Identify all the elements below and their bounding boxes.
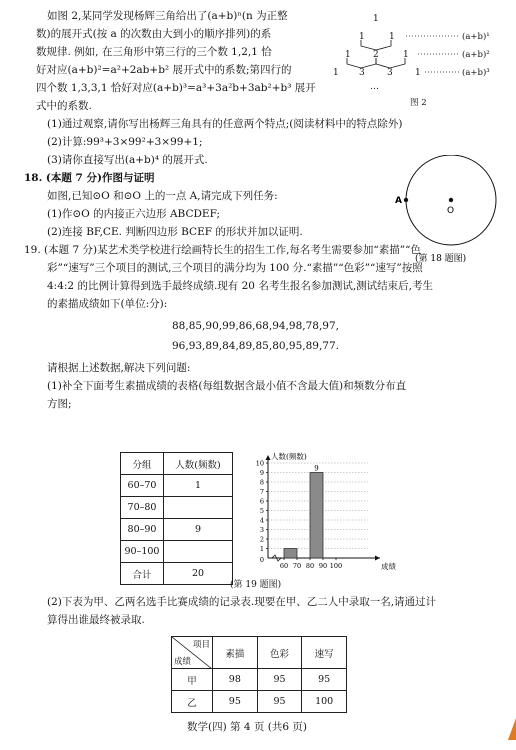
page-corner-mark [508,718,516,740]
q19-line-2: 彩”“速写”三个项目的测试,三个项目的满分均为 100 分.“素描”“色彩”“速写”按照 [47,262,423,274]
histogram-chart [248,448,398,576]
triangle-row2-1: 1 [359,32,365,42]
y-tick-label: 1 [259,545,264,553]
table-cell [164,497,233,519]
y-tick-label: 7 [259,488,264,496]
y-tick-label: 5 [259,507,264,515]
table-cell [164,541,233,563]
triangle-row4-1: 1 [333,68,339,78]
triangle-row4-4: 1 [415,68,421,78]
x-tick-label: 60 [279,562,289,570]
table-row [121,541,233,563]
bar-data-label: 9 [314,464,319,473]
histogram-bar [284,549,297,559]
triangle-row2-2: 1 [389,32,395,42]
q17-part1: (1)通过观察,请你写出杨辉三角具有的任意两个特点;(阅读材料中的特点除外) [47,118,403,130]
intro-line-6: 式中的系数. [36,100,92,112]
triangle-row3-1: 1 [345,50,351,60]
point-a-dot [404,198,408,202]
table-row [121,563,233,585]
score-table [171,636,347,713]
histogram-bar [310,473,323,559]
table-cell: 乙 [172,691,213,713]
q19-task-intro: 请根据上述数据,解决下列问题: [47,362,191,374]
triangle-label-2: (a+b)² [462,50,490,60]
score-header-sketch: 素描 [213,637,258,669]
point-o-label: O [447,206,455,216]
y-axis-label: 人数(频数) [271,452,307,461]
y-tick-label: 2 [259,535,264,544]
x-axis-label: 成绩 [381,562,396,571]
q19-part2-line-1: (2)下表为甲、乙两名选手比赛成绩的记录表.现要在甲、乙二人中录取一名,请通过计 [47,596,437,608]
x-axis-arrow [375,556,380,561]
q18-line-2: (1)作⊙O 的内接正六边形 ABCDEF; [47,208,221,220]
q19-caption: (第 19 题图) [230,580,282,590]
intro-line-5: 四个数 1,3,3,1 恰好对应(a+b)³=a³+3a²b+3ab²+b³ 展开 [36,82,316,94]
x-tick-label: 90 [318,562,328,570]
table-header-group: 分组 [121,453,164,475]
corner-bottom-label: 成绩 [174,657,192,667]
q19-line-1: 19. (本题 7 分)某艺术类学校进行绘画特长生的招生工作,每名考生需要参加“素描”“色 [24,244,422,256]
q19-task-1: (1)补全下面考生素描成绩的表格(每组数据含最小值不含最大值)和频数分布直 [47,380,407,392]
page-footer: 数学(四) 第 4 页 (共6 页) [187,721,307,733]
x-tick-label: 70 [292,562,302,570]
q19-scores-2: 96,93,89,84,89,85,80,95,89,77. [172,340,339,352]
table-cell: 95 [257,691,302,713]
table-row [121,519,233,541]
table-row [121,475,233,497]
y-tick-label: 6 [259,497,264,506]
table-cell: 9 [164,519,233,541]
q19-part2-line-2: 算得出谁最终被录取. [47,614,145,626]
x-tick-label: 80 [305,562,315,570]
table-row [172,691,347,713]
table-cell: 20 [164,563,233,585]
q18-header: 18. (本题 7 分)作图与证明 [24,172,155,184]
intro-line-4: 好对应(a+b)²=a²+2ab+b² 展开式中的系数;第四行的 [36,64,292,76]
table-cell: 95 [302,669,347,691]
triangle-leader-lines [406,36,460,72]
frequency-table [120,452,233,585]
table-cell: 1 [164,475,233,497]
triangle-row1-1: 1 [373,14,379,24]
table-cell: 70–80 [121,497,164,519]
intro-line-3: 数规律. 例如, 在三角形中第三行的三个数 1,2,1 恰 [36,46,272,58]
y-tick-label: 4 [259,516,264,525]
y-tick-label: 10 [255,459,264,468]
q19-line-4: 的素描成绩如下(单位:分): [47,298,168,310]
triangle-row4-3: 3 [387,68,393,78]
table-row [121,497,233,519]
x-tick-label: 100 [329,562,343,570]
table-row [172,669,347,691]
triangle-row3-2: 2 [373,50,379,60]
table-cell: 100 [302,691,347,713]
y-tick-label: 9 [259,469,264,477]
point-a-label: A [395,196,402,206]
score-header-speed: 速写 [302,637,347,669]
corner-top-label: 项目 [192,640,210,650]
q18-line-1: 如图,已知⊙O 和⊙O 上的一点 A,请完成下列任务: [47,190,278,202]
table-cell: 甲 [172,669,213,691]
y-tick-label: 3 [259,526,264,534]
table-cell: 80–90 [121,519,164,541]
origin-label: 0 [259,556,264,564]
score-header-color: 色彩 [257,637,302,669]
score-table-corner [172,637,213,669]
intro-line-1: 如图 2,某同学发现杨辉三角给出了(a+b)ⁿ(n 为正整 [47,10,288,22]
table-cell: 98 [213,669,258,691]
y-axis-arrow [266,455,271,460]
intro-line-2: 数)的展开式(按 a 的次数由大到小的顺序排列)的系 [36,28,272,40]
triangle-dots: … [370,82,379,92]
triangle-caption: 图 2 [410,98,427,108]
q17-part2: (2)计算:99³+3×99²+3×99+1; [47,136,203,148]
triangle-label-3: (a+b)³ [462,68,490,78]
triangle-row3-3: 1 [403,50,409,60]
table-cell: 60–70 [121,475,164,497]
table-cell: 95 [257,669,302,691]
q18-line-3: (2)连接 BF,CE. 判断四边形 BCEF 的形状并加以证明. [47,226,303,238]
y-tick-label: 8 [259,478,264,487]
triangle-label-1: (a+b)¹ [462,32,490,42]
q19-line-3: 4:4:2 的比例计算得到选手最终成绩.现有 20 名考生报名参加测试,测试结束后,考生 [47,280,434,292]
q19-task-1-cont: 方图; [47,398,72,410]
center-o-dot [449,198,453,202]
triangle-row4-2: 3 [359,68,365,78]
yanghui-triangle-figure [330,10,510,110]
q19-scores-1: 88,85,90,99,86,68,94,98,78,97, [172,320,339,332]
q18-caption: (第 18 题图) [415,254,467,264]
table-cell: 95 [213,691,258,713]
table-cell: 合计 [121,563,164,585]
q17-part3: (3)请你直接写出(a+b)⁴ 的展开式. [47,154,208,166]
table-header-count: 人数(频数) [164,453,233,475]
table-cell: 90–100 [121,541,164,563]
